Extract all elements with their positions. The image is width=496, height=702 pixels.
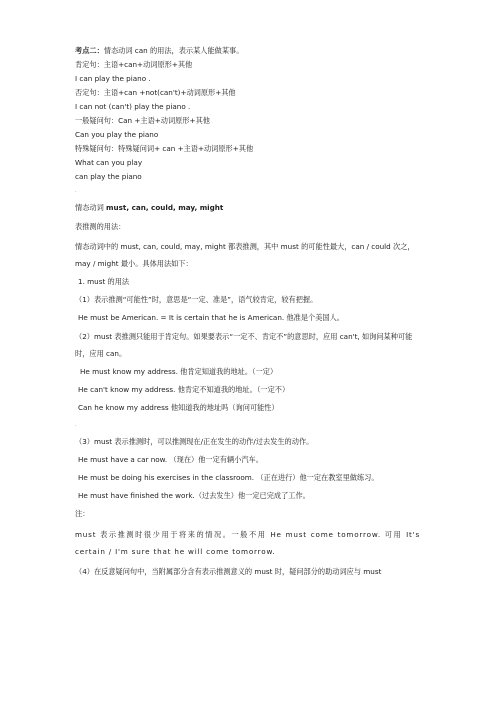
wh-answer-example: can play the piano xyxy=(75,172,142,181)
bullet-mark-2: · xyxy=(75,423,77,429)
section-heading xyxy=(75,46,243,56)
wh-question-rule: 特殊疑问句：特殊疑问词+ can +主语+动词原形+其他 xyxy=(75,144,254,153)
point-1: （1）表示推测“可能性”时，意思是“一定、准是”，语气较肯定，较有把握。 xyxy=(75,295,318,304)
note-paragraph: must 表示推测时很少用于将来的情况。一般不用 He must come tomorrow. 可用 It's certain / I'm sure that he will come tomorrow. xyxy=(75,530,420,556)
point-4: （4）在反意疑问句中，当附属部分含有表示推测意义的 must 时，疑问部分的助动词应与 must xyxy=(75,567,382,576)
heading-label: 考点二： xyxy=(75,46,104,55)
inference-intro-paragraph: 情态动词中的 must, can, could, may, might 都表推测，其中 must 的可能性最大，can / could 次之，may / might 最小。具体用法如下： xyxy=(75,242,415,268)
inference-usage-label: 表推测的用法： xyxy=(75,222,126,231)
modal-verbs-heading xyxy=(75,203,223,213)
wh-question-example: What can you play xyxy=(75,158,143,167)
modal-heading-verbs: must, can, could, may, might xyxy=(106,203,224,212)
must-usage-heading: 1. must 的用法 xyxy=(78,277,130,286)
negative-rule: 否定句：主语+can +not(can't)+动词原形+其他 xyxy=(75,88,236,97)
example-2c: Can he know my address 他知道我的地址吗（询问可能性） xyxy=(78,403,279,412)
point-2: （2）must 表推测只能用于肯定句。如果要表示“一定不、肯定不”的意思时，应用 can't, 如询问某种可能时，应用 can。 xyxy=(75,332,413,358)
example-2a: He must know my address. 他肯定知道我的地址。（一定） xyxy=(80,367,278,376)
example-3a: He must have a car now. （现在）他一定有辆小汽车。 xyxy=(78,455,263,464)
example-3b: He must be doing his exercises in the classroom. （正在进行）他一定在教室里做练习。 xyxy=(78,473,379,482)
negative-example: I can not (can't) play the piano . xyxy=(75,102,191,111)
heading-text: 情态动词 can 的用法，表示某人能做某事。 xyxy=(103,46,244,55)
yes-no-question-example: Can you play the piano xyxy=(75,130,159,139)
point-3: （3）must 表示推测时，可以推测现在/正在发生的动作/过去发生的动作。 xyxy=(75,437,314,446)
example-3c: He must have finished the work.（过去发生）他一定已完成了工作。 xyxy=(78,491,310,500)
note-label: 注： xyxy=(75,509,90,518)
bullet-mark: · xyxy=(75,189,77,195)
modal-heading-text: 情态动词 xyxy=(75,203,107,212)
example-1: He must be American. = It is certain that he is American. 他准是个美国人。 xyxy=(78,313,344,322)
example-2b: He can't know my address. 他肯定不知道我的地址。（一定不） xyxy=(78,385,290,394)
yes-no-question-rule: 一般疑问句：Can +主语+动词原形+其他 xyxy=(75,116,210,125)
affirmative-example: I can play the piano . xyxy=(75,74,151,83)
affirmative-rule: 肯定句：主语+can+动词原形+其他 xyxy=(75,60,193,69)
